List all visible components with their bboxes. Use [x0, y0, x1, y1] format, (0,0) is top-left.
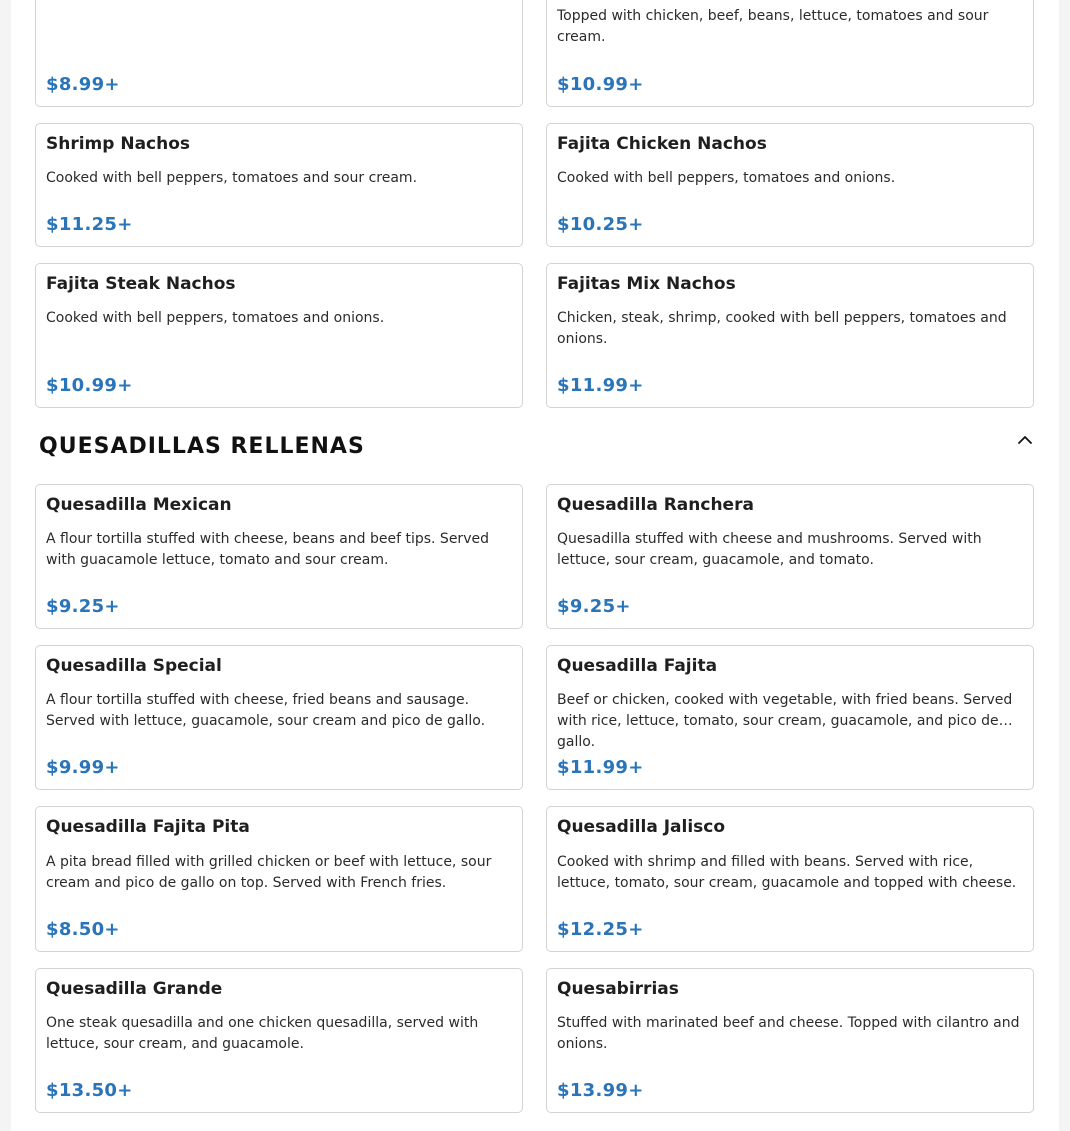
menu-item-card[interactable]: [35, 968, 523, 1113]
item-name: Quesadilla Fajita: [557, 656, 718, 676]
menu-item-card[interactable]: [35, 0, 523, 107]
item-description: A pita bread filled with grilled chicken or beef with lettuce, sour cream and pico de gallo on top. Served with French fries.: [46, 854, 492, 891]
item-name: Fajita Chicken Nachos: [557, 134, 767, 154]
item-price: $10.99+: [557, 74, 644, 95]
item-description: Chicken, steak, shrimp, cooked with bell peppers, tomatoes and onions.: [557, 310, 1007, 347]
item-price: $13.99+: [557, 1080, 644, 1101]
item-name: Quesadilla Special: [46, 656, 222, 676]
item-name: Quesabirrias: [557, 979, 679, 999]
menu-item-card[interactable]: [546, 0, 1034, 107]
item-name: Fajita Steak Nachos: [46, 274, 236, 294]
menu-item-card[interactable]: [35, 806, 523, 952]
menu-item-card[interactable]: [546, 263, 1034, 408]
item-price: $11.99+: [557, 757, 644, 778]
item-description: A flour tortilla stuffed with cheese, beans and beef tips. Served with guacamole lettuce, tomato and sour cream.: [46, 531, 489, 568]
item-price: $9.25+: [557, 596, 631, 617]
item-price: $10.25+: [557, 214, 644, 235]
item-description: Cooked with bell peppers, tomatoes and onions.: [46, 310, 385, 326]
item-name: Quesadilla Mexican: [46, 495, 232, 515]
menu-item-card[interactable]: [35, 263, 523, 408]
menu-item-card[interactable]: [546, 123, 1034, 247]
menu-item-card[interactable]: [546, 484, 1034, 629]
item-price: $11.25+: [46, 214, 133, 235]
item-description: Beef or chicken, cooked with vegetable, with fried beans. Served with rice, lettuce, tomato, sour cream, guacamole, and pico de gallo.: [557, 692, 1013, 750]
item-description: One steak quesadilla and one chicken quesadilla, served with lettuce, sour cream, and guacamole.: [46, 1015, 479, 1052]
item-description: Stuffed with marinated beef and cheese. Topped with cilantro and onions.: [557, 1015, 1020, 1052]
menu-item-card[interactable]: [546, 645, 1034, 790]
item-name: Quesadilla Ranchera: [557, 495, 754, 515]
item-price: $13.50+: [46, 1080, 133, 1101]
menu-item-card[interactable]: [35, 484, 523, 629]
item-name: Fajitas Mix Nachos: [557, 274, 736, 294]
menu-item-card[interactable]: [546, 806, 1034, 952]
item-description: Cooked with bell peppers, tomatoes and onions.: [557, 170, 896, 186]
item-name: Quesadilla Grande: [46, 979, 223, 999]
item-price: $8.50+: [46, 919, 120, 940]
item-description: A flour tortilla stuffed with cheese, fried beans and sausage. Served with lettuce, guacamole, sour cream and pico de gallo.: [46, 692, 486, 729]
collapse-section-button[interactable]: [1013, 430, 1037, 454]
item-name: Quesadilla Jalisco: [557, 817, 726, 837]
item-price: $8.99+: [46, 74, 120, 95]
item-price: $10.99+: [46, 375, 133, 396]
chevron-up-icon: [1017, 432, 1033, 452]
item-price: $9.99+: [46, 757, 120, 778]
menu-item-card[interactable]: [35, 645, 523, 790]
menu-page: [11, 0, 1059, 1131]
menu-item-card[interactable]: [35, 123, 523, 247]
item-price: $12.25+: [557, 919, 644, 940]
item-price: $11.99+: [557, 375, 644, 396]
item-description: Topped with chicken, beef, beans, lettuce, tomatoes and sour cream.: [557, 8, 989, 45]
section-title: QUESADILLAS RELLENAS: [39, 434, 365, 459]
item-description: Cooked with bell peppers, tomatoes and sour cream.: [46, 170, 418, 186]
menu-item-card[interactable]: [546, 968, 1034, 1113]
item-name: Quesadilla Fajita Pita: [46, 817, 250, 837]
item-name: Shrimp Nachos: [46, 134, 191, 154]
item-description: Cooked with shrimp and filled with beans. Served with rice, lettuce, tomato, sour cream, guacamole and topped with cheese.: [557, 854, 1017, 891]
item-description: Quesadilla stuffed with cheese and mushrooms. Served with lettuce, sour cream, guacamole, and tomato.: [557, 531, 982, 568]
item-price: $9.25+: [46, 596, 120, 617]
